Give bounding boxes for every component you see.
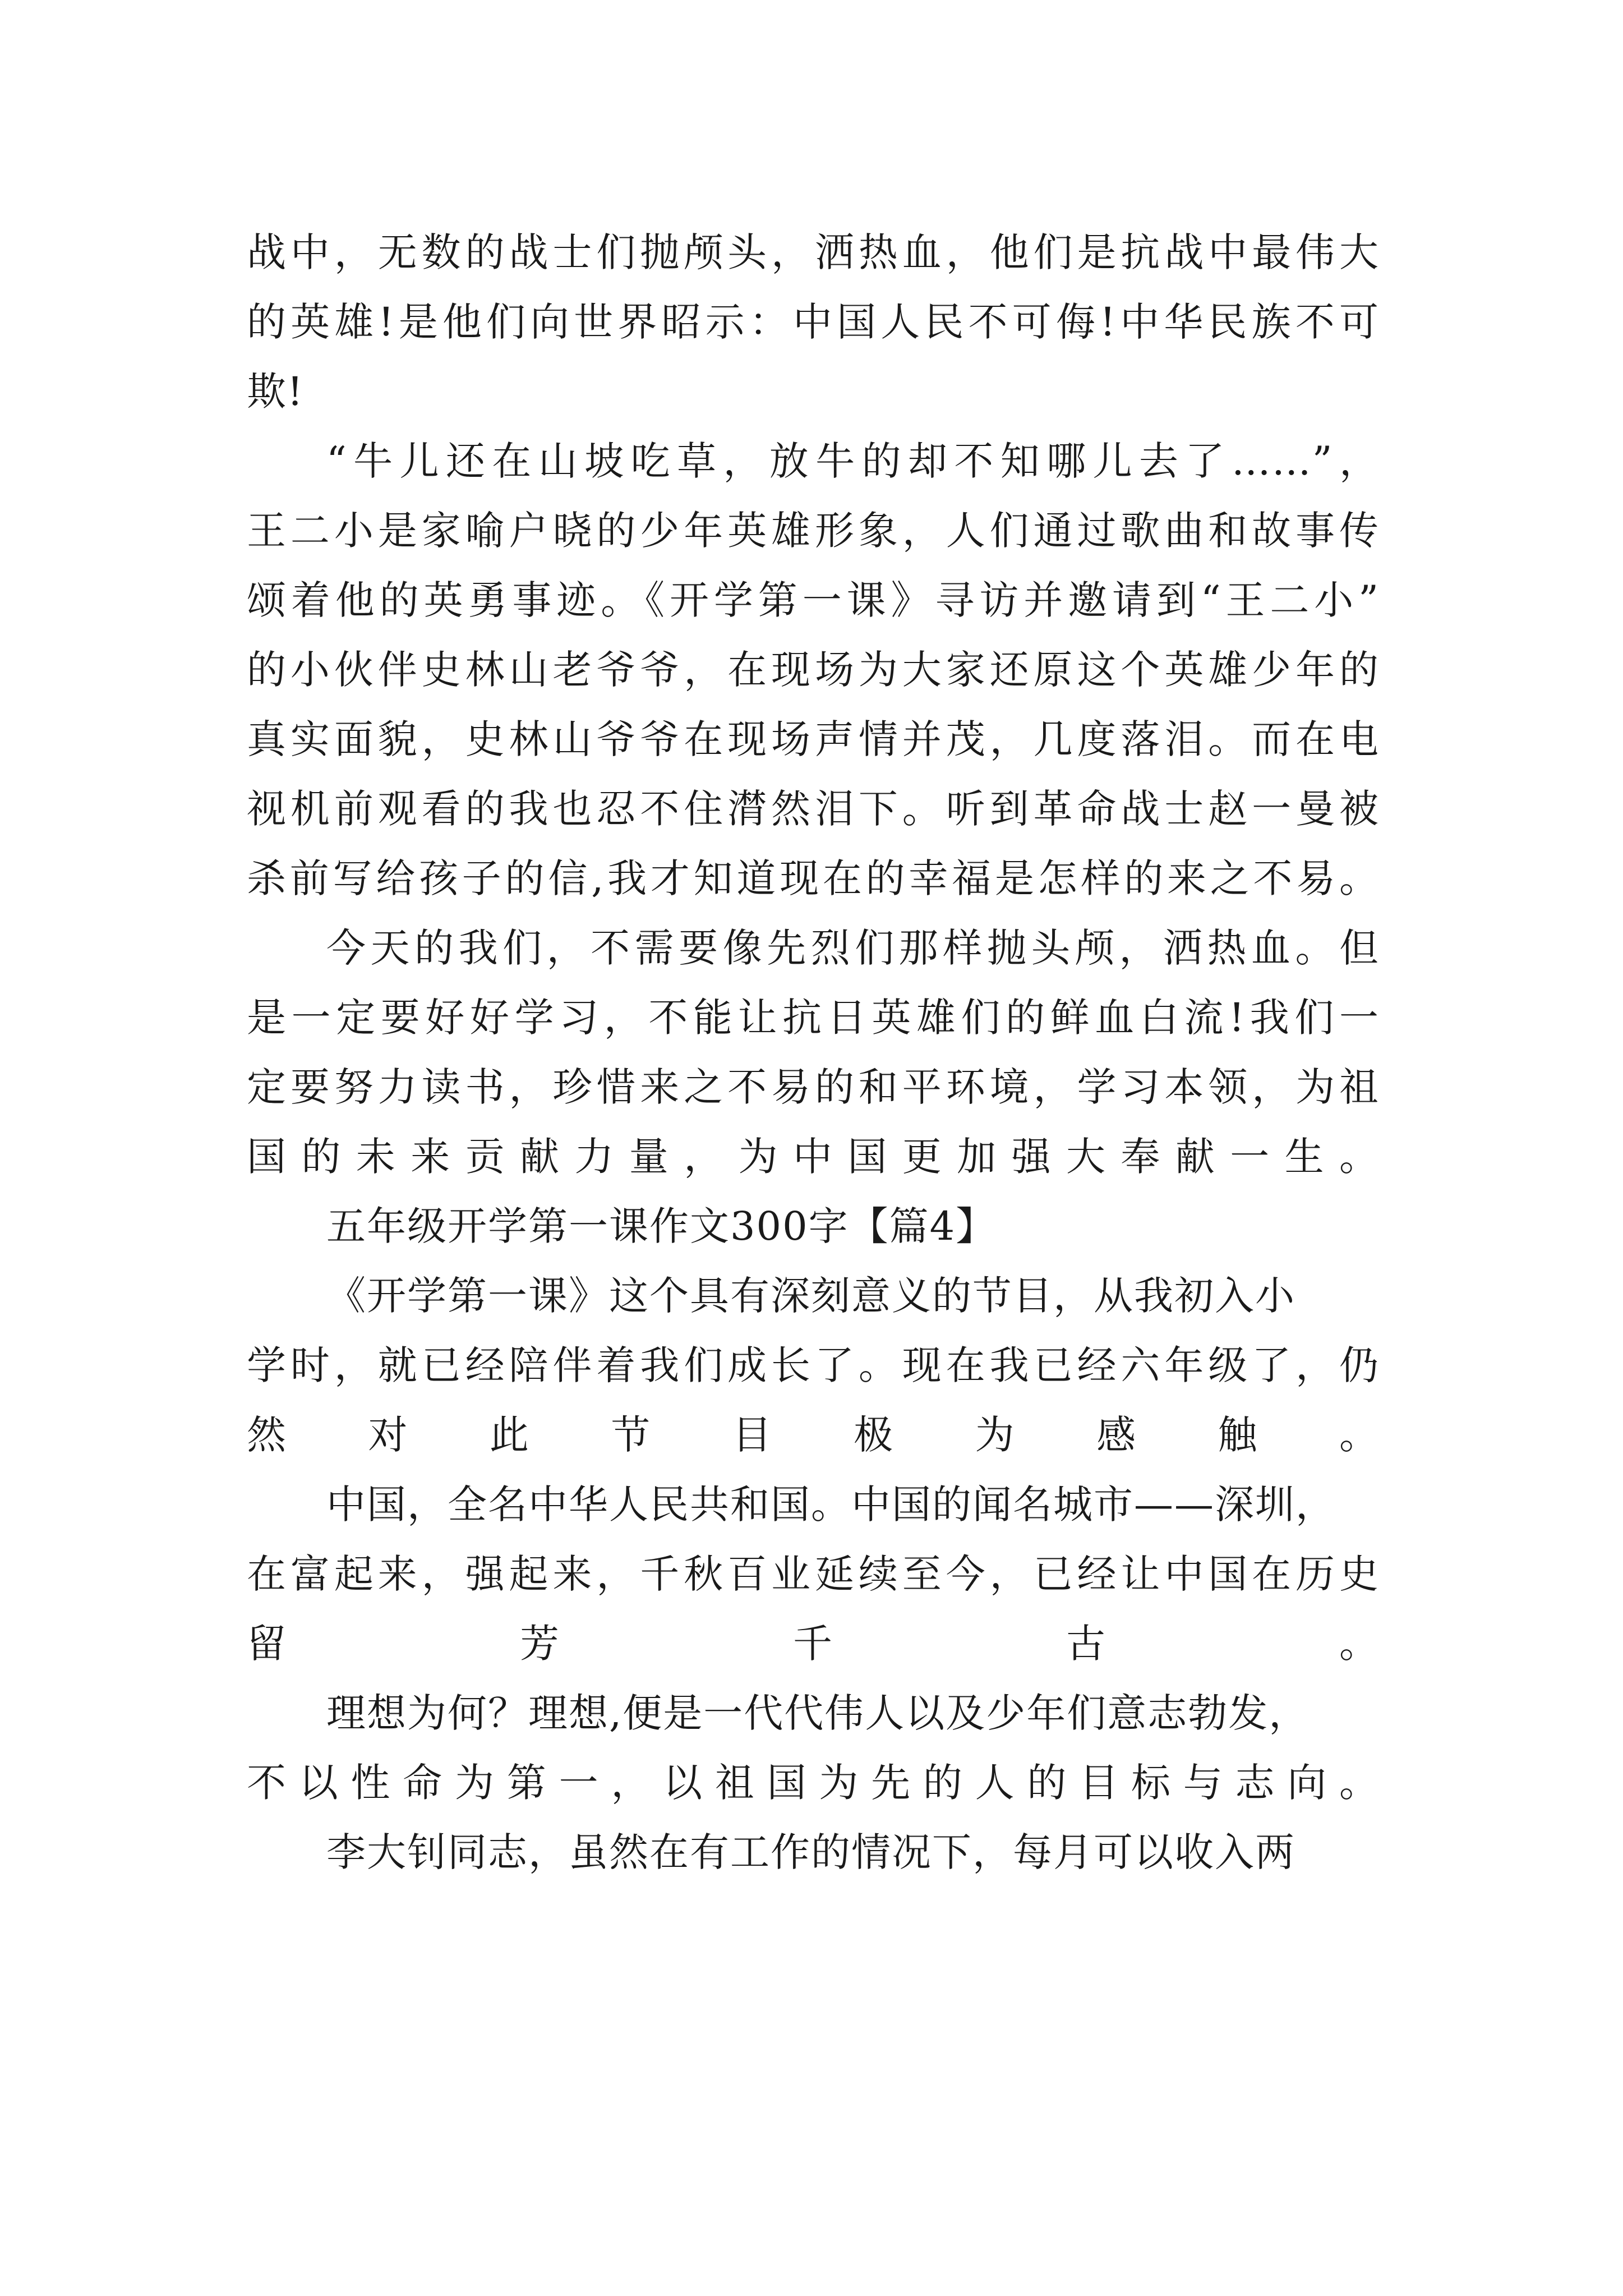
- essay-body: [247, 218, 1380, 1887]
- text-line: 留芳千古。: [247, 1621, 1380, 1667]
- text-line: “牛儿还在山坡吃草，放牛的却不知哪儿去了……”，: [326, 438, 1380, 484]
- text-line: 是一定要好好学习，不能让抗日英雄们的鲜血白流!我们一: [247, 995, 1380, 1041]
- text-line: 中国，全名中华人民共和国。中国的闻名城市——深圳，: [326, 1481, 1336, 1527]
- text-line: 视机前观看的我也忍不住潸然泪下。听到革命战士赵一曼被: [247, 786, 1380, 832]
- text-line: 国的未来贡献力量，为中国更加强大奉献一生。: [247, 1134, 1380, 1180]
- text-line: 欺!: [247, 369, 305, 415]
- text-line: 王二小是家喻户晓的少年英雄形象，人们通过歌曲和故事传: [247, 508, 1380, 554]
- text-line: 学时，就已经陪伴着我们成长了。现在我已经六年级了，仍: [247, 1342, 1380, 1388]
- text-line: 《开学第一课》这个具有深刻意义的节目，从我初入小: [326, 1273, 1295, 1319]
- text-line: 今天的我们，不需要像先烈们那样抛头颅，洒热血。但: [326, 925, 1380, 971]
- text-line: 颂着他的英勇事迹。《开学第一课》寻访并邀请到“王二小”: [247, 577, 1380, 623]
- section-heading: 五年级开学第一课作文300字【篇4】: [326, 1203, 997, 1249]
- text-line: 的小伙伴史林山老爷爷，在现场为大家还原这个英雄少年的: [247, 647, 1380, 693]
- text-line: 真实面貌，史林山爷爷在现场声情并茂，几度落泪。而在电: [247, 716, 1380, 762]
- text-line: 战中，无数的战士们抛颅头，洒热血，他们是抗战中最伟大: [247, 229, 1380, 275]
- text-line: 定要努力读书，珍惜来之不易的和平环境，学习本领，为祖: [247, 1064, 1380, 1110]
- text-line: 不以性命为第一，以祖国为先的人的目标与志向。: [247, 1760, 1380, 1806]
- text-line: 然对此节目极为感触。: [247, 1412, 1380, 1458]
- text-line: 的英雄!是他们向世界昭示：中国人民不可侮!中华民族不可: [247, 299, 1380, 345]
- text-line: 理想为何？理想,便是一代代伟人以及少年们意志勃发，: [326, 1690, 1310, 1736]
- text-line: 杀前写给孩子的信,我才知道现在的幸福是怎样的来之不易。: [247, 855, 1380, 901]
- text-line: 在富起来，强起来，千秋百业延续至今，已经让中国在历史: [247, 1551, 1380, 1597]
- text-line: 李大钊同志，虽然在有工作的情况下，每月可以收入两: [326, 1829, 1295, 1875]
